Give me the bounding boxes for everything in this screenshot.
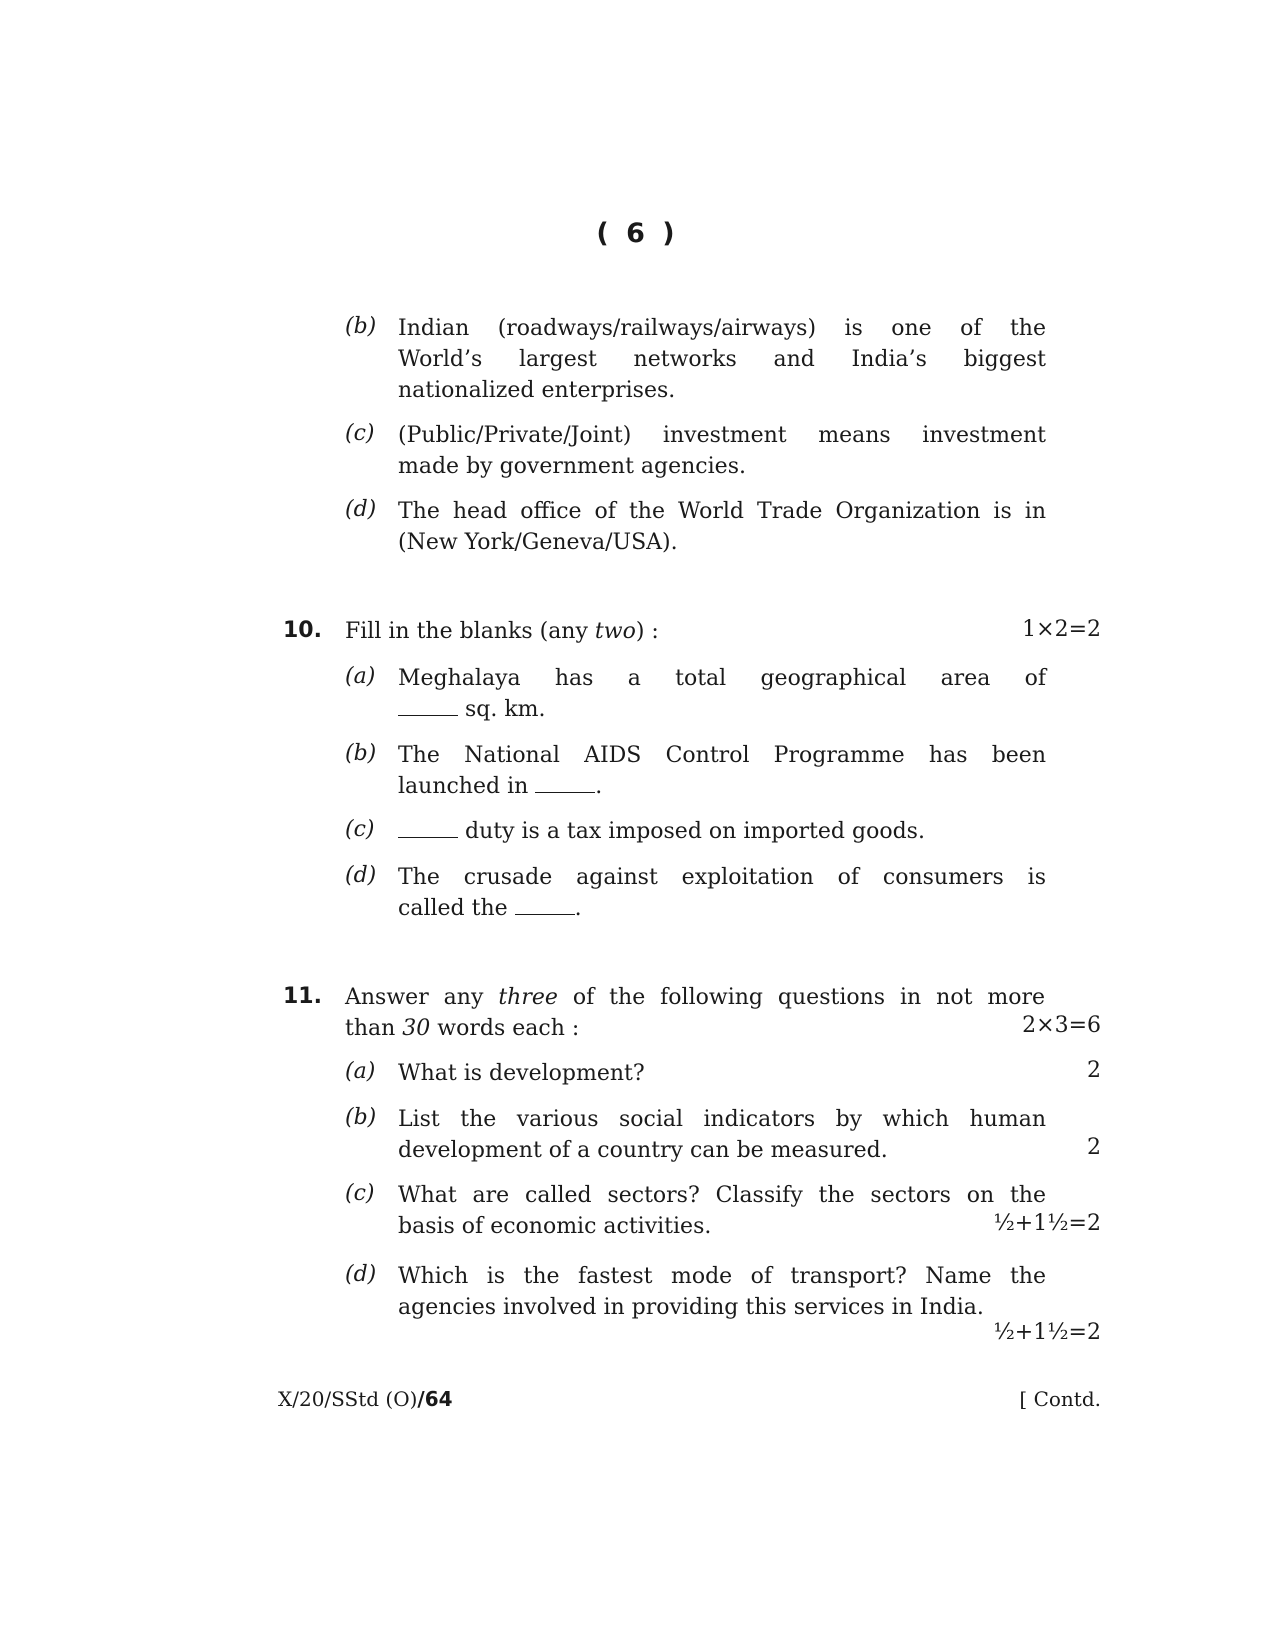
q10-d-line-1: The crusade against exploitation of consumers is	[398, 865, 1046, 890]
q10-c-line-1	[398, 819, 925, 844]
q11-stem1-pre: Answer any	[345, 985, 499, 1010]
q9-b-line-2: World’s largest networks and India’s biggest	[398, 347, 1046, 372]
q9-c-text	[398, 420, 1046, 482]
q11-stem2-post: words each :	[430, 1016, 580, 1041]
q11-stem-line-1	[345, 982, 1045, 1013]
q11-a-line-1: What is development?	[398, 1061, 645, 1086]
q10-a-line-1: Meghalaya has a total geographical area of	[398, 666, 1046, 691]
q9-b-line-1: Indian (roadways/railways/airways) is one of the	[398, 316, 1046, 341]
q11-c-marks: ½+1½=2	[993, 1211, 1101, 1236]
q9-d-text	[398, 496, 1046, 558]
q10-a-text	[398, 663, 1046, 725]
q10-marks: 1×2=2	[1022, 617, 1101, 642]
q10-b-line-1: The National AIDS Control Programme has been	[398, 743, 1046, 768]
q11-b-marks: 2	[1087, 1135, 1101, 1160]
q11-a-label: (a)	[345, 1059, 376, 1084]
q9-b-text	[398, 313, 1046, 406]
q11-stem1-em: three	[498, 985, 558, 1010]
paper-code-pre: X/20/SStd (O)	[278, 1387, 418, 1411]
contd-note: [ Contd.	[1019, 1387, 1101, 1411]
q9-b-line-3: nationalized enterprises.	[398, 378, 676, 403]
q11-stem1-post: of the following questions in not more	[557, 985, 1045, 1010]
q10-c-blank	[398, 819, 458, 838]
q10-stem	[345, 616, 1045, 647]
q11-marks: 2×3=6	[1022, 1013, 1101, 1038]
q11-b-label: (b)	[345, 1105, 377, 1130]
q9-d-line-2: (New York/Geneva/USA).	[398, 530, 678, 555]
q10-b-blank	[535, 774, 595, 793]
q10-b-line-2	[398, 774, 602, 799]
q9-c-label: (c)	[345, 421, 375, 446]
q11-b-line-1: List the various social indicators by which human	[398, 1107, 1046, 1132]
q11-stem	[345, 982, 1045, 1044]
q11-number: 11.	[283, 984, 322, 1009]
q10-c-label: (c)	[345, 817, 375, 842]
q11-d-line-1: Which is the fastest mode of transport? Name the	[398, 1264, 1046, 1289]
q10-c-text	[398, 816, 1046, 847]
q10-stem-pre: Fill in the blanks (any	[345, 619, 595, 644]
q10-a-line-2-post: sq. km.	[458, 697, 546, 722]
q10-a-line-2	[398, 697, 546, 722]
q10-b-line-2-post: .	[595, 774, 603, 799]
q10-d-line-2-pre: called the	[398, 896, 515, 921]
q10-b-line-2-pre: launched in	[398, 774, 536, 799]
q11-c-line-2: basis of economic activities.	[398, 1214, 712, 1239]
q10-b-text	[398, 740, 1046, 802]
q9-b-label: (b)	[345, 314, 377, 339]
q10-number: 10.	[283, 618, 322, 643]
q10-d-text	[398, 862, 1046, 924]
q9-d-line-1: The head office of the World Trade Organization is in	[398, 499, 1046, 524]
q11-a-text	[398, 1058, 1046, 1089]
q10-d-label: (d)	[345, 863, 377, 888]
q11-stem2-pre: than	[345, 1016, 403, 1041]
q11-b-line-2: development of a country can be measured.	[398, 1138, 888, 1163]
q10-d-line-2-post: .	[574, 896, 582, 921]
q9-c-line-1: (Public/Private/Joint) investment means investment	[398, 423, 1046, 448]
q10-stem-post: ) :	[635, 619, 659, 644]
q10-d-line-2	[398, 896, 582, 921]
q11-c-line-1: What are called sectors? Classify the sectors on the	[398, 1183, 1046, 1208]
q11-d-line-2: agencies involved in providing this services in India.	[398, 1295, 984, 1320]
q11-stem2-em: 30	[402, 1016, 431, 1041]
q9-d-label: (d)	[345, 497, 377, 522]
paper-code	[278, 1387, 453, 1411]
paper-code-bold: /64	[417, 1387, 453, 1411]
q11-a-marks: 2	[1087, 1058, 1101, 1083]
q11-c-text	[398, 1180, 1046, 1242]
q11-d-marks: ½+1½=2	[993, 1320, 1101, 1345]
q11-stem-line-2	[345, 1016, 579, 1041]
q11-b-text	[398, 1104, 1046, 1166]
q10-d-blank	[515, 896, 575, 915]
q10-a-blank	[398, 697, 458, 716]
q10-b-label: (b)	[345, 741, 377, 766]
q11-c-label: (c)	[345, 1181, 375, 1206]
page-number: ( 6 )	[596, 218, 679, 249]
q11-d-label: (d)	[345, 1262, 377, 1287]
q11-d-text	[398, 1261, 1046, 1323]
q10-stem-em: two	[594, 619, 636, 644]
q9-c-line-2: made by government agencies.	[398, 454, 746, 479]
q10-a-label: (a)	[345, 664, 376, 689]
q10-c-line-1-post: duty is a tax imposed on imported goods.	[458, 819, 925, 844]
